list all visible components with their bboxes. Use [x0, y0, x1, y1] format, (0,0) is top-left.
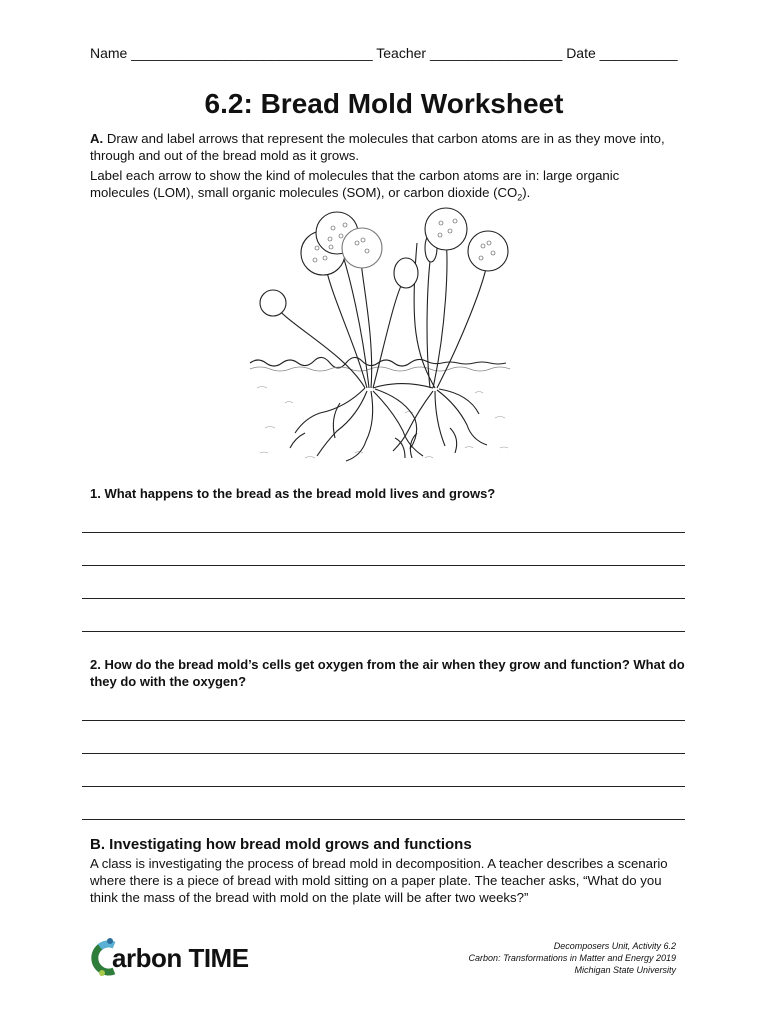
section-a-text: Draw and label arrows that represent the molecules that carbon atoms are in as they move into, through and out of the bread mold as it grows. — [90, 131, 665, 163]
page-title: 6.2: Bread Mold Worksheet — [204, 88, 564, 119]
labeling-text-end: ). — [522, 185, 531, 200]
answer-line-1d[interactable] — [82, 631, 685, 632]
rhizoids — [290, 388, 487, 461]
answer-line-2b[interactable] — [82, 753, 685, 754]
question-2: 2. How do the bread mold’s cells get oxygen from the air when they grow and function? What do they do with the oxygen? — [90, 657, 685, 689]
logo-text: arbon TIME — [112, 943, 249, 973]
footer-unit: Decomposers Unit, Activity 6.2 — [553, 941, 676, 951]
co2-subscript: 2 — [517, 192, 523, 203]
question-1: 1. What happens to the bread as the bread mold lives and grows? — [90, 486, 496, 501]
footer-university: Michigan State University — [574, 965, 676, 975]
hypha-stalk — [273, 303, 365, 388]
answer-line-1c[interactable] — [82, 598, 685, 599]
labeling-text: Label each arrow to show the kind of molecules that the carbon atoms are in: large organic molecules (LOM), small organic molecules (SOM), or carbon dioxide (CO — [90, 168, 620, 200]
section-b-heading: B. Investigating how bread mold grows and functions — [90, 836, 472, 853]
footer-credits — [469, 940, 676, 976]
answer-line-1b[interactable] — [82, 565, 685, 566]
header-fields: Name _______________________________ Teacher _________________ Date __________ — [90, 45, 678, 61]
section-b-text: A class is investigating the process of bread mold in decomposition. A teacher describes a scenario where there is a piece of bread with mold sitting on a paper plate. The teacher asks, “What do you think the mass of the bread with mold on the plate will be after two weeks?” — [90, 856, 668, 905]
answer-line-2c[interactable] — [82, 786, 685, 787]
section-a-labeling-instructions — [90, 167, 680, 207]
carbon-time-logo — [88, 935, 288, 979]
section-a-label: A. — [90, 131, 104, 146]
section-a-instructions — [90, 130, 680, 164]
answer-line-2a[interactable] — [82, 720, 685, 721]
answer-line-1a[interactable] — [82, 532, 685, 533]
footer-course: Carbon: Transformations in Matter and Energy 2019 — [468, 953, 676, 963]
bread-mold-illustration — [245, 203, 520, 478]
answer-line-2d[interactable] — [82, 819, 685, 820]
